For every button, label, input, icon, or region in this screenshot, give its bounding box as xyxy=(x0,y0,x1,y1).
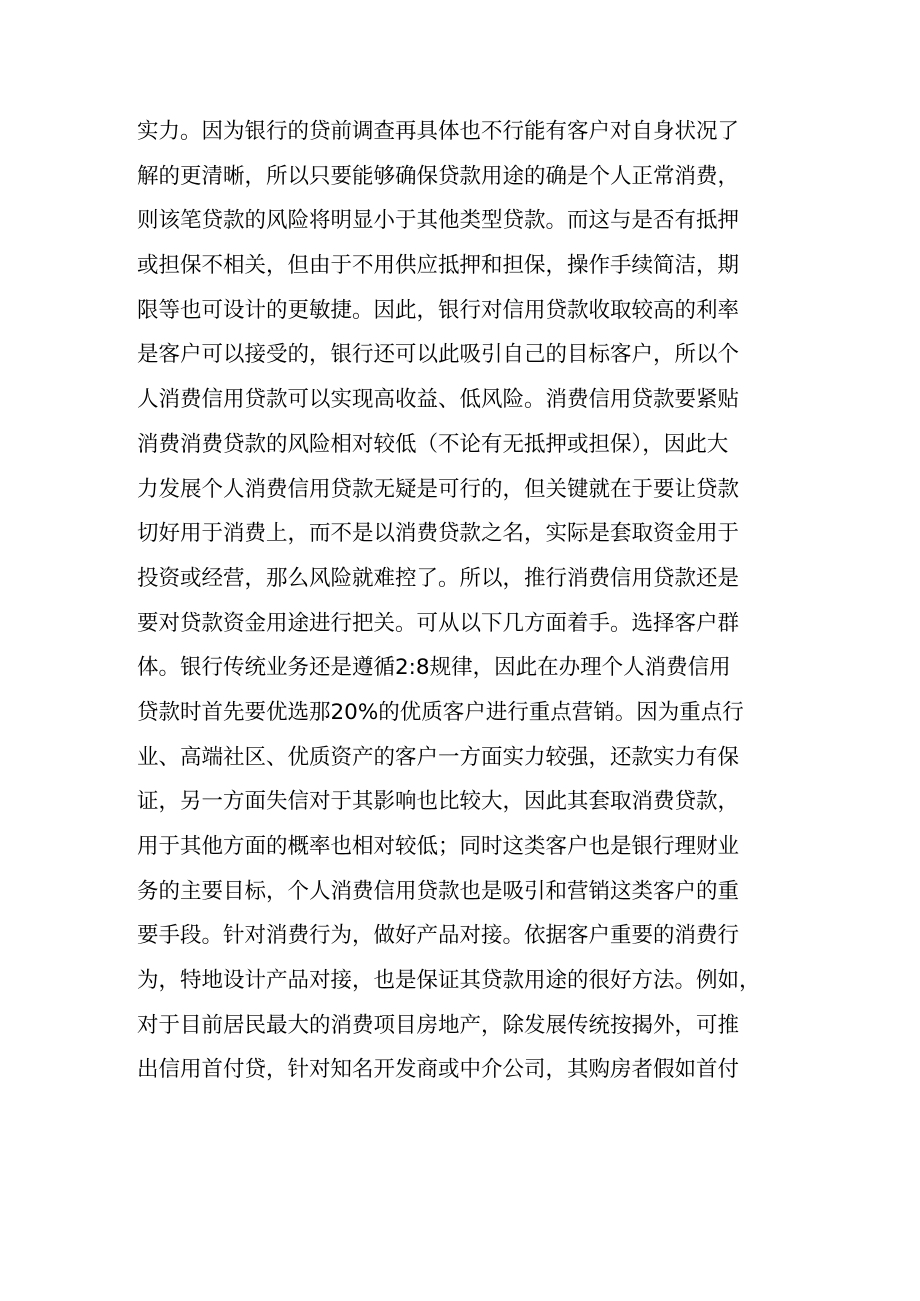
body-text xyxy=(137,110,797,1093)
text-line: 切好用于消费上，而不是以消费贷款之名，实际是套取资金用于 xyxy=(137,521,740,547)
text-line: 体。银行传统业务还是遵循2:8规律，因此在办理个人消费信用 xyxy=(137,655,731,681)
text-line: 出信用首付贷，针对知名开发商或中介公司，其购房者假如首付 xyxy=(137,1057,740,1083)
text-line: 要手段。针对消费行为，做好产品对接。依据客户重要的消费行 xyxy=(137,923,740,949)
text-line: 解的更清晰，所以只要能够确保贷款用途的确是个人正常消费， xyxy=(137,163,740,189)
text-line: 对于目前居民最大的消费项目房地产，除发展传统按揭外，可推 xyxy=(137,1012,740,1038)
text-line: 是客户可以接受的，银行还可以此吸引自己的目标客户，所以个 xyxy=(137,342,740,368)
text-line: 人消费信用贷款可以实现高收益、低风险。消费信用贷款要紧贴 xyxy=(137,387,740,413)
text-line: 消费消费贷款的风险相对较低（不论有无抵押或担保），因此大 xyxy=(137,431,729,457)
text-line: 力发展个人消费信用贷款无疑是可行的，但关键就在于要让贷款 xyxy=(137,476,740,502)
text-line: 业、高端社区、优质资产的客户一方面实力较强，还款实力有保 xyxy=(137,744,740,770)
text-line: 为，特地设计产品对接，也是保证其贷款用途的很好方法。例如， xyxy=(137,968,761,994)
text-line: 务的主要目标，个人消费信用贷款也是吸引和营销这类客户的重 xyxy=(137,878,740,904)
text-line: 用于其他方面的概率也相对较低；同时这类客户也是银行理财业 xyxy=(137,834,740,859)
text-line: 或担保不相关，但由于不用供应抵押和担保，操作手续简洁，期 xyxy=(137,253,740,279)
text-line: 贷款时首先要优选那20%的优质客户进行重点营销。因为重点行 xyxy=(137,699,744,725)
text-line: 要对贷款资金用途进行把关。可从以下几方面着手。选择客户群 xyxy=(137,610,740,636)
text-line: 投资或经营，那么风险就难控了。所以，推行消费信用贷款还是 xyxy=(137,565,740,591)
text-line: 则该笔贷款的风险将明显小于其他类型贷款。而这与是否有抵押 xyxy=(137,208,740,234)
text-line: 实力。因为银行的贷前调查再具体也不行能有客户对自身状况了 xyxy=(137,119,740,144)
text-line: 限等也可设计的更敏捷。因此，银行对信用贷款收取较高的利率 xyxy=(137,297,740,323)
text-line: 证，另一方面失信对于其影响也比较大，因此其套取消费贷款， xyxy=(137,789,740,815)
